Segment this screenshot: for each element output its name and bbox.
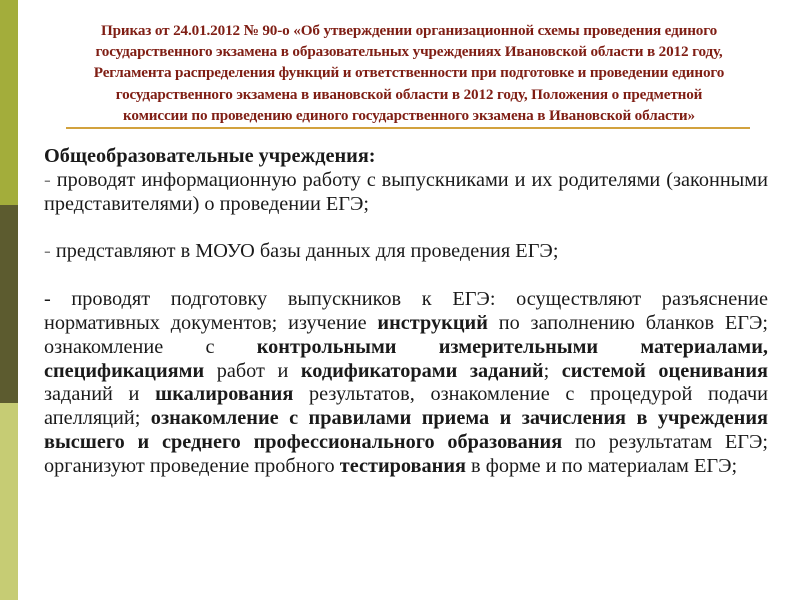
- title-line: Приказ от 24.01.2012 № 90-о «Об утверждении организационной схемы проведения единого: [100, 22, 718, 39]
- dash-marker: -: [44, 240, 51, 263]
- sidebar-stripe-bottom: [0, 403, 18, 600]
- list-item: [44, 240, 768, 264]
- title-line: комиссии по проведению единого государственного экзамена в Ивановской области»: [123, 106, 695, 124]
- slide-body: [44, 145, 768, 479]
- item-text: заданий и: [44, 383, 156, 406]
- title-line: государственного экзамена в ивановской области в 2012 году, Положения о предметной: [115, 85, 703, 103]
- list-item: [44, 288, 768, 478]
- item-text: по заполнению бланков ЕГЭ; ознакомление с: [44, 311, 768, 358]
- dash-marker: -: [44, 288, 51, 311]
- item-text: результатов, ознакомление с процедурой подачи апелляций;: [44, 383, 769, 430]
- bold-term: шкалирования: [155, 383, 294, 406]
- dash-marker: -: [44, 168, 51, 191]
- item-text: представляют в МОУО базы данных для проведения ЕГЭ;: [50, 240, 559, 263]
- item-text: в форме и по материалам ЕГЭ;: [465, 454, 738, 477]
- item-text: по результатам ЕГЭ; организуют проведение пробного: [44, 430, 768, 477]
- sidebar-stripe-middle: [0, 205, 18, 403]
- section-heading: Общеобразовательные учреждения:: [44, 145, 376, 167]
- bold-term: тестирования: [339, 454, 466, 477]
- bold-term: ознакомление с правилами приема и зачисления в учреждения высшего и среднего профессионального образования: [44, 407, 769, 453]
- item-text: проводят информационную работу с выпускниками и их родителями (законными представителями) о проведении ЕГЭ;: [44, 168, 768, 215]
- title-divider: [66, 127, 750, 129]
- bold-term: кодификаторами заданий: [300, 359, 544, 382]
- title-line: государственного экзамена в образовательных учреждениях Ивановской области в 2012 году,: [95, 43, 723, 61]
- item-text: работ и: [204, 359, 301, 382]
- title-line: Регламента распределения функций и ответственности при подготовке и проведении единого: [93, 64, 725, 82]
- bold-term: системой оценивания: [561, 359, 769, 382]
- list-item: [44, 169, 768, 217]
- bold-term: контрольными измерительными материалами, спецификациями: [44, 335, 768, 382]
- item-text: ;: [543, 359, 562, 382]
- sidebar-stripe-top: [0, 0, 18, 205]
- bold-term: инструкций: [377, 311, 488, 334]
- item-text: проводят подготовку выпускников к ЕГЭ: осуществляют разъяснение нормативных документов; изучение: [44, 288, 768, 334]
- slide-title: [28, 20, 790, 126]
